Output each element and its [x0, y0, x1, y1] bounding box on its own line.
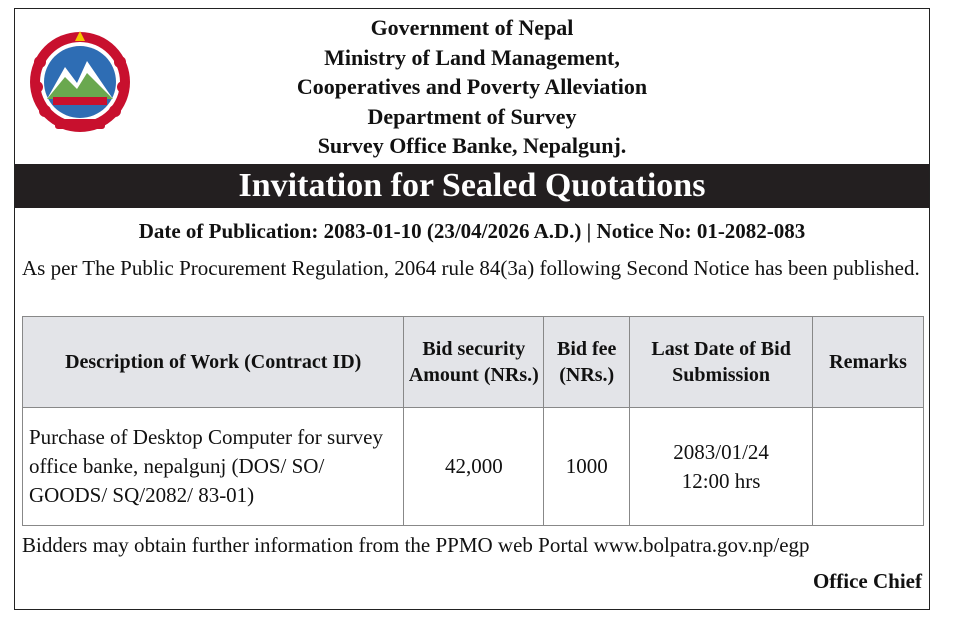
publication-line: Date of Publication: 2083-01-10 (23/04/2026 A.D.) | Notice No: 01-2082-083 [138, 219, 806, 243]
header-line-ministry: Ministry of Land Management, [324, 44, 620, 70]
header-line-department: Department of Survey [367, 103, 577, 129]
column-header-description: Description of Work (Contract ID) [23, 317, 404, 408]
header-line-cooperatives: Cooperatives and Poverty Alleviation [296, 74, 648, 99]
cell-remarks [813, 408, 924, 526]
cell-bid-fee: 1000 [544, 408, 630, 526]
footer-info: Bidders may obtain further information from the PPMO web Portal www.bolpatra.gov.np/egp [22, 533, 810, 557]
header-line-government: Government of Nepal [370, 15, 574, 40]
table-row [23, 408, 924, 526]
column-header-bid-fee: Bid fee (NRs.) [544, 317, 630, 408]
cell-bid-security: 42,000 [404, 408, 544, 526]
column-header-last-date: Last Date of Bid Submission [630, 317, 813, 408]
header-line-office: Survey Office Banke, Nepalgunj. [317, 133, 627, 158]
last-date-value: 2083/01/24 [673, 439, 769, 464]
bid-table [22, 316, 924, 526]
notice-frame [14, 8, 930, 610]
column-header-bid-security: Bid security Amount (NRs.) [404, 317, 544, 408]
table-header-row [23, 317, 924, 408]
last-time-value: 12:00 hrs [681, 468, 761, 493]
notice-title-banner: Invitation for Sealed Quotations [15, 164, 929, 208]
header-lines [15, 13, 929, 161]
signature-office-chief: Office Chief [812, 569, 922, 593]
cell-description: Purchase of Desktop Computer for survey office banke, nepalgunj (DOS/ SO/ GOODS/ SQ/2082/ 83-01) [23, 408, 404, 526]
cell-last-date [630, 408, 813, 526]
column-header-remarks: Remarks [813, 317, 924, 408]
intro-paragraph: As per The Public Procurement Regulation, 2064 rule 84(3a) following Second Notice has been published. [22, 256, 920, 280]
notice-header [15, 9, 929, 164]
